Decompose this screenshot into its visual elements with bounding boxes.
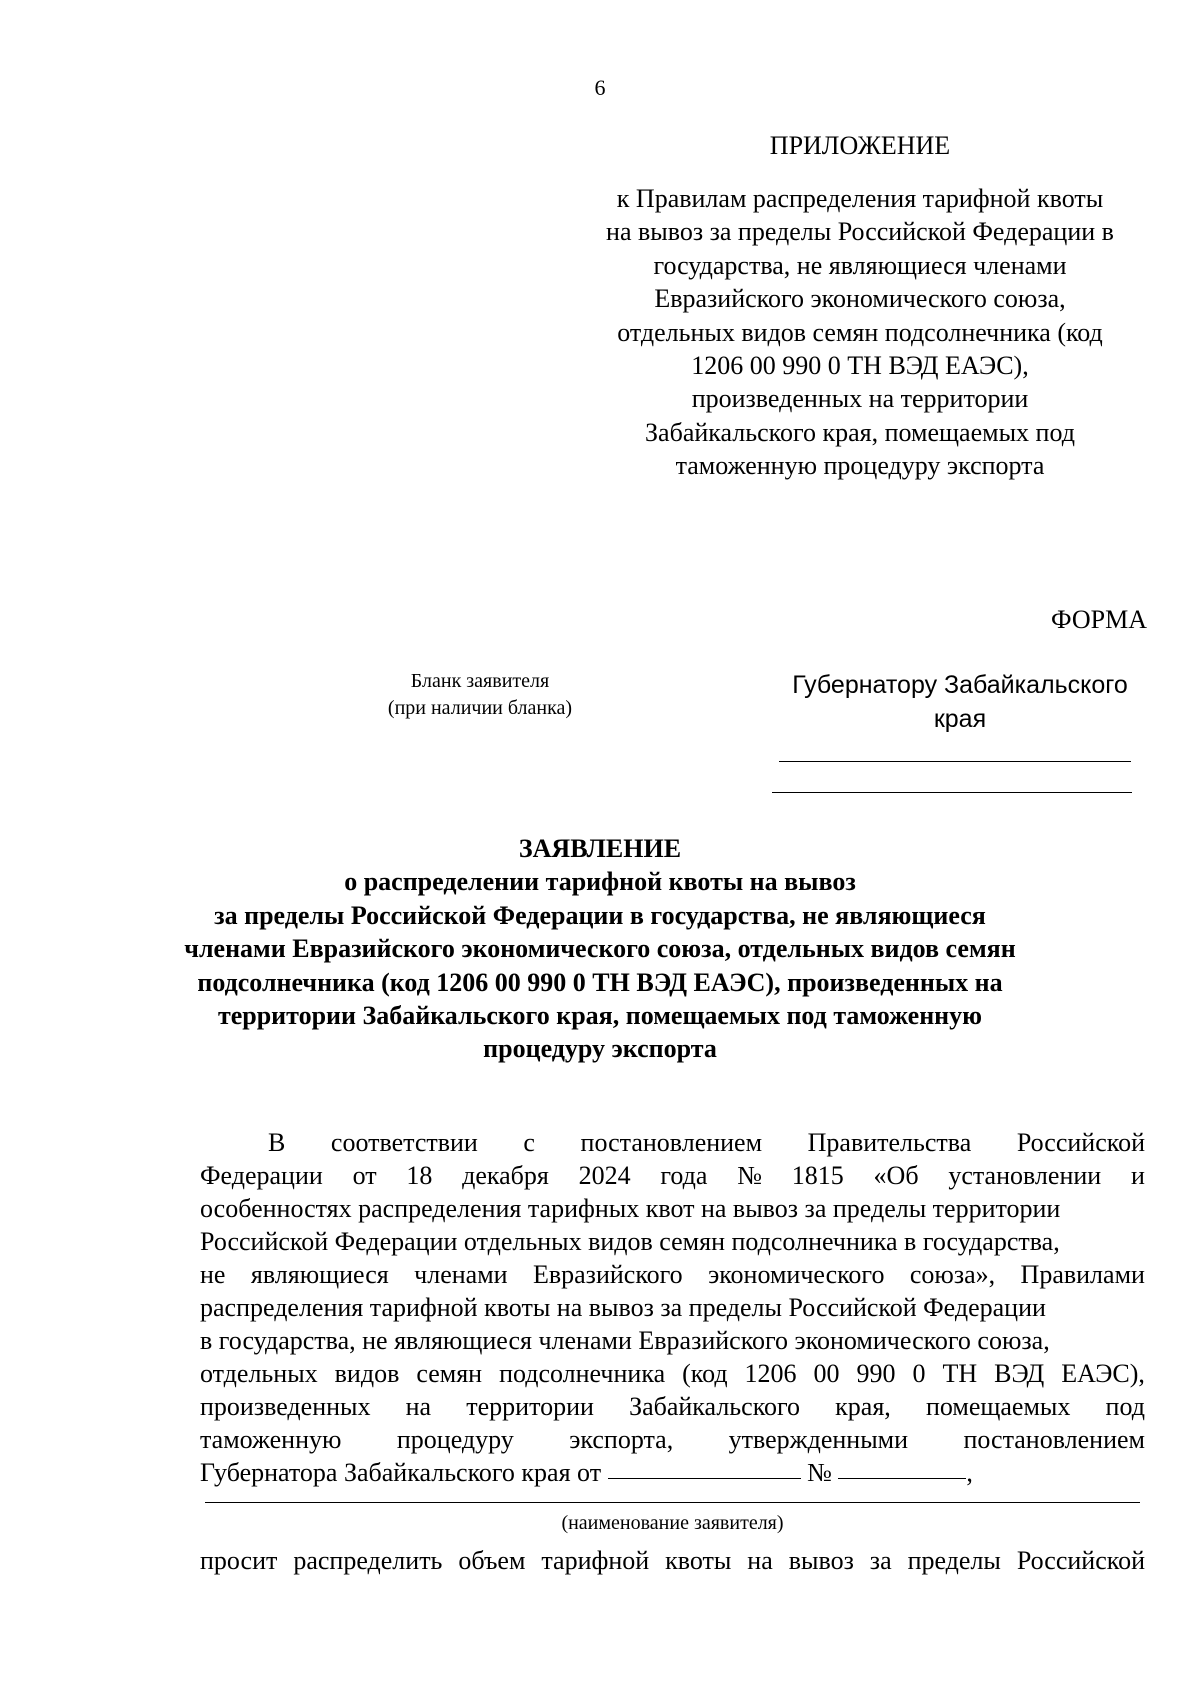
statement-paragraph <box>200 1126 1145 1489</box>
word: процедуру <box>396 1425 514 1454</box>
paragraph-line <box>200 1159 1145 1192</box>
appendix-title: ПРИЛОЖЕНИЕ <box>769 131 951 160</box>
word: декабря <box>462 1161 549 1190</box>
word: квоты <box>665 1546 732 1575</box>
word: Евразийского <box>532 1260 683 1289</box>
word: под <box>1105 1392 1145 1421</box>
word: установлении <box>948 1161 1102 1190</box>
word: от <box>352 1161 377 1190</box>
word: вывоз <box>788 1546 854 1575</box>
word: 1815 <box>791 1161 844 1190</box>
word: на <box>747 1546 773 1575</box>
word: за <box>869 1546 892 1575</box>
applicant-name-blank-line <box>205 1502 1140 1503</box>
appendix-line: произведенных на территории <box>691 384 1029 414</box>
appendix-line: государства, не являющиеся членами <box>653 250 1067 280</box>
paragraph-line <box>200 1390 1145 1423</box>
word: тарифной <box>541 1546 650 1575</box>
paragraph-line <box>200 1423 1145 1456</box>
word: просит <box>200 1546 278 1575</box>
word: 1206 <box>744 1359 797 1388</box>
word: распределить <box>293 1546 443 1575</box>
statement-line: процедуру экспорта <box>483 1034 717 1064</box>
word: (код <box>682 1359 728 1388</box>
blank-note-line: (при наличии бланка) <box>387 697 573 719</box>
paragraph-text: Губернатора Забайкальского края от <box>200 1458 602 1487</box>
word: отдельных <box>200 1359 318 1388</box>
word: на <box>405 1392 432 1421</box>
word: года <box>660 1161 708 1190</box>
word: таможенную <box>200 1425 342 1454</box>
paragraph-line <box>200 1258 1145 1291</box>
word: Российской <box>1016 1546 1145 1575</box>
applicant-name-caption: (наименование заявителя) <box>561 1512 784 1534</box>
appendix-line: на вывоз за пределы Российской Федерации в <box>606 217 1114 247</box>
word: территории <box>466 1392 594 1421</box>
word: подсолнечника <box>499 1359 666 1388</box>
addressee-name-blank-line <box>772 792 1132 793</box>
word: и <box>1130 1161 1145 1190</box>
addressee-name-blank-line <box>779 761 1131 762</box>
word: Забайкальского <box>629 1392 801 1421</box>
word: не <box>200 1260 226 1289</box>
word: «Об <box>873 1161 919 1190</box>
word: помещаемых <box>925 1392 1071 1421</box>
word: 2024 <box>578 1161 631 1190</box>
paragraph-line <box>200 1126 1145 1159</box>
word: № <box>737 1161 763 1190</box>
date-blank-line <box>608 1456 801 1479</box>
blank-note-line: Бланк заявителя <box>410 670 550 692</box>
word: членами <box>414 1260 508 1289</box>
word: 990 <box>856 1359 896 1388</box>
statement-line: членами Евразийского экономического союза, отдельных видов семян <box>184 934 1016 964</box>
word: Правилами <box>1020 1260 1145 1289</box>
word: постановлением <box>580 1128 763 1157</box>
word: 18 <box>406 1161 433 1190</box>
word: В <box>268 1128 286 1157</box>
word: являющиеся <box>250 1260 389 1289</box>
statement-line: территории Забайкальского края, помещаемых под таможенную <box>217 1001 983 1031</box>
word: пределы <box>907 1546 1001 1575</box>
paragraph-line <box>200 1357 1145 1390</box>
word: экономического <box>708 1260 885 1289</box>
statement-line: за пределы Российской Федерации в государства, не являющиеся <box>214 900 986 930</box>
addressee-line: Губернатору Забайкальского <box>792 671 1128 699</box>
appendix-line: отдельных видов семян подсолнечника (код <box>617 317 1103 347</box>
page-number: 6 <box>594 75 606 100</box>
appendix-body <box>585 182 1135 483</box>
statement-title: ЗАЯВЛЕНИЕ <box>518 834 682 863</box>
word: 0 <box>912 1359 926 1388</box>
word: соответствии <box>330 1128 478 1157</box>
form-label: ФОРМА <box>1051 605 1147 634</box>
word: с <box>523 1128 535 1157</box>
word: Российской <box>1016 1128 1145 1157</box>
word: Правительства <box>807 1128 972 1157</box>
request-line <box>200 1544 1145 1577</box>
paragraph-line <box>200 1456 1145 1489</box>
word: края, <box>835 1392 891 1421</box>
paragraph-line: распределения тарифной квоты на вывоз за пределы Российской Федерации <box>200 1293 1046 1322</box>
word: экспорта, <box>569 1425 674 1454</box>
addressee-line: края <box>933 705 987 733</box>
statement-heading <box>160 832 1040 1066</box>
word: союза», <box>909 1260 996 1289</box>
number-sign: № <box>807 1458 832 1487</box>
word: утвержденными <box>728 1425 909 1454</box>
word: 00 <box>813 1359 840 1388</box>
appendix-line: к Правилам распределения тарифной квоты <box>616 184 1104 213</box>
word: ЕАЭС), <box>1061 1359 1145 1388</box>
appendix-line: таможенную процедуру экспорта <box>675 451 1045 481</box>
word: семян <box>416 1359 483 1388</box>
paragraph-line: особенностях распределения тарифных квот на вывоз за пределы территории <box>200 1194 1061 1223</box>
appendix-line: 1206 00 990 0 ТН ВЭД ЕАЭС), <box>691 351 1029 381</box>
paragraph-comma: , <box>966 1458 973 1487</box>
paragraph-line: в государства, не являющиеся членами Евразийского экономического союза, <box>200 1326 1050 1355</box>
addressee <box>770 668 1150 736</box>
statement-line: о распределении тарифной квоты на вывоз <box>344 867 856 897</box>
word: видов <box>334 1359 400 1388</box>
word: ВЭД <box>994 1359 1045 1388</box>
word: Федерации <box>200 1161 323 1190</box>
statement-line: подсолнечника (код 1206 00 990 0 ТН ВЭД ЕАЭС), произведенных на <box>197 967 1003 997</box>
paragraph-line: Российской Федерации отдельных видов семян подсолнечника в государства, <box>200 1227 1060 1256</box>
word: произведенных <box>200 1392 371 1421</box>
appendix-line: Забайкальского края, помещаемых под <box>645 417 1075 447</box>
word: объем <box>458 1546 526 1575</box>
word: постановлением <box>963 1425 1145 1454</box>
appendix-line: Евразийского экономического союза, <box>654 284 1066 314</box>
word: ТН <box>942 1359 978 1388</box>
number-blank-line <box>838 1456 966 1479</box>
applicant-blank-note <box>350 668 610 722</box>
